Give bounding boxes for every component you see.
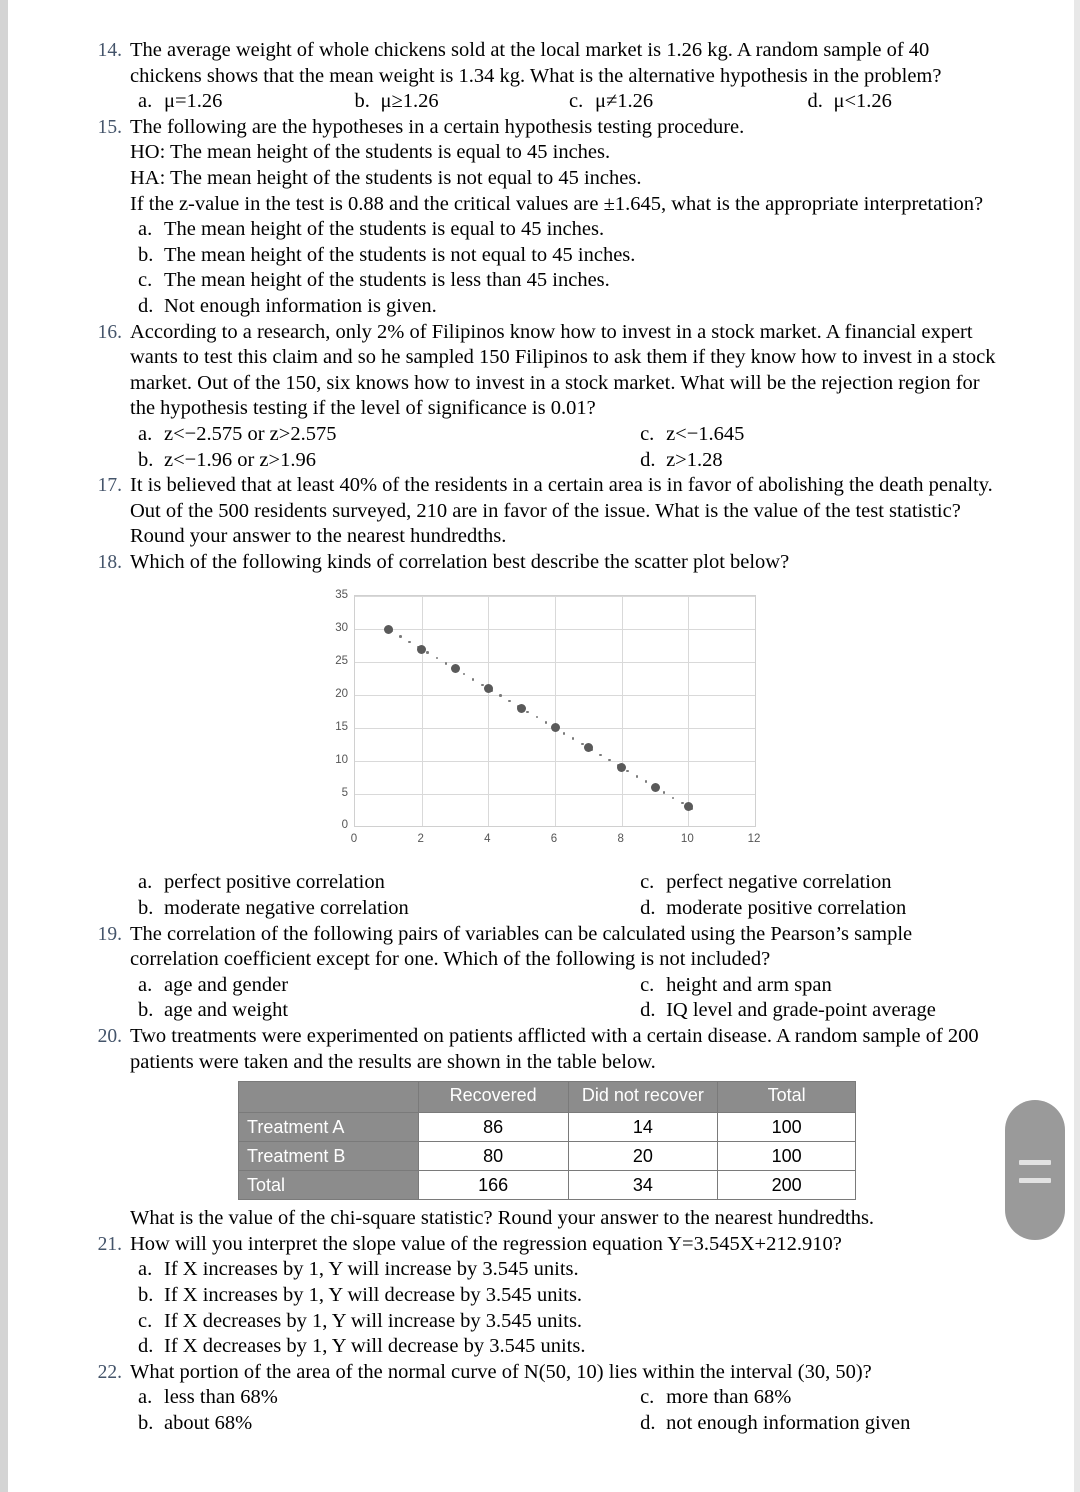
chart-y-tick-label: 15 [335,720,348,733]
option-text: Not enough information is given. [164,294,437,317]
chart-y-tick-label: 20 [335,688,348,701]
option-label: a. [138,422,153,445]
chart-gridline-vertical [422,596,423,826]
option-label: d. [640,1411,656,1434]
question-list-tail [88,1232,998,1437]
option-text: moderate negative correlation [164,897,409,920]
option-label: c. [640,1386,655,1409]
question-16 [88,320,998,474]
option-b[interactable] [130,896,640,922]
chart-data-point [684,802,693,811]
cell-total-did-not-recover: 34 [568,1171,718,1200]
question-text: The average weight of whole chickens sold at the local market is 1.26 kg. A random sample of 40 chickens shows that the mean weight is 1.34 kg. What is the alternative hypothesis in the problem? [130,39,942,87]
chart-data-point [617,763,626,772]
option-text: μ≠1.26 [595,90,654,113]
option-label: b. [138,243,154,266]
option-a[interactable] [130,217,998,243]
option-b[interactable] [130,448,640,474]
option-text: If X increases by 1, Y will increase by 3.545 units. [164,1258,579,1281]
chart-data-point [517,704,526,713]
options [130,870,998,921]
question-number: 21. [97,1233,122,1255]
question-list-continued [88,870,998,1075]
option-label: c. [640,973,655,996]
option-label: b. [138,448,154,471]
question-text: According to a research, only 2% of Filipinos know how to invest in a stock market. A financial expert wants to test this claim and so he sampled 150 Filipinos to ask them if they know how to invest in a stock market. Out of the 150, six knows how to invest in a stock market. What will be the rejection region for the hypothesis testing if the level of significance is 0.01? [130,320,996,420]
option-label: d. [640,897,656,920]
options [130,217,998,319]
option-label: a. [138,973,153,996]
chart-trendline-dot [463,673,466,676]
table-header-row [239,1082,856,1113]
chart-y-tick-label: 10 [335,753,348,766]
chart-data-point [484,684,493,693]
chart-x-tick-label: 0 [350,833,358,846]
option-c[interactable] [130,268,998,294]
chart-data-point [651,783,660,792]
page-right-margin-strip [1074,0,1080,1492]
chart-trendline-dot [581,743,584,746]
option-text: IQ level and grade-point average [666,999,936,1022]
question-number: 17. [97,475,122,497]
handle-line-icon [1019,1178,1051,1183]
chart-y-tick-label: 0 [341,819,348,832]
option-label: d. [138,1335,154,1358]
question-14 [88,38,998,115]
option-label: d. [640,448,656,471]
question-number: 18. [97,551,122,573]
option-a[interactable] [130,1257,998,1283]
page-left-margin-strip [0,0,8,1492]
option-c[interactable] [640,1385,998,1411]
question-text: Which of the following kinds of correlation best describe the scatter plot below? [130,550,790,573]
option-text: The mean height of the students is equal to 45 inches. [164,218,605,241]
option-d[interactable] [130,294,998,320]
chart-trendline-dot [645,780,648,783]
chart-x-tick-label: 6 [550,833,558,846]
chart-data-point [384,625,393,634]
option-label: b. [138,1411,154,1434]
question-20 [88,1024,998,1075]
option-label: b. [354,90,370,113]
option-text: age and weight [164,999,289,1022]
chart-trendline-dot [636,775,639,778]
options [130,1385,998,1436]
chart-trendline-dot [445,662,448,665]
option-text: The mean height of the students is less than 45 inches. [164,269,610,292]
option-text: μ=1.26 [164,90,223,113]
option-label: c. [569,90,584,113]
table-corner-cell [239,1082,419,1113]
option-row [130,870,998,896]
option-text: about 68% [164,1411,253,1434]
option-text: height and arm span [666,973,832,996]
chart-trendline-dot [563,732,566,735]
cell-a-total: 100 [718,1113,856,1142]
question-number: 19. [97,923,122,945]
option-d[interactable] [640,448,998,474]
question-list [88,38,998,575]
option-label: c. [640,871,655,894]
scroll-drag-handle[interactable] [1005,1100,1065,1240]
option-c[interactable] [130,1309,998,1335]
chart-trendline-dot [626,770,629,773]
option-a[interactable] [130,1385,640,1411]
chart-trendline-dot [436,657,439,660]
chart-trendline-dot [481,684,484,687]
table-row [239,1113,856,1142]
option-label: b. [138,1284,154,1306]
chart-gridline-vertical [688,596,689,826]
contingency-table [238,1081,856,1200]
option-row [130,1385,998,1411]
table-row [239,1142,856,1171]
option-text: moderate positive correlation [666,897,907,920]
chart-y-tick-label: 35 [335,589,348,602]
option-b[interactable] [329,89,546,115]
chart-trendline-dot [526,711,529,714]
option-d[interactable] [640,1411,998,1437]
option-b[interactable] [130,243,998,269]
option-label: c. [138,1309,153,1332]
chart-gridline-vertical [488,596,489,826]
chart-trendline-dot [508,700,511,703]
option-text: If X decreases by 1, Y will decrease by 3.545 units. [164,1335,586,1358]
option-b[interactable] [130,1283,998,1309]
cell-a-did-not-recover: 14 [568,1113,718,1142]
option-label: d. [807,90,823,113]
option-label: a. [138,90,153,113]
chart-data-point [584,743,593,752]
row-header-treatment-b: Treatment B [239,1142,419,1171]
chart-trendline-dot [572,737,575,740]
chart-trendline-dot [545,721,548,724]
question-text: What portion of the area of the normal curve of N(50, 10) lies within the interval (30, 50)? [130,1360,872,1383]
option-row [130,448,998,474]
chart-x-tick-label: 4 [484,833,491,846]
option-a[interactable] [130,870,640,896]
option-row [130,973,998,999]
chart-x-tick-label: 2 [417,833,424,846]
question-20-tail-text: What is the value of the chi-square statistic? Round your answer to the nearest hundredths. [130,1207,875,1230]
chart-y-tick-label: 25 [335,655,348,668]
option-d[interactable] [640,998,998,1024]
question-17 [88,473,998,550]
option-label: c. [640,422,655,445]
cell-total-recovered: 166 [418,1171,568,1200]
contingency-table-wrap [238,1081,998,1200]
option-text: age and gender [164,973,289,996]
chart-y-tick-label: 30 [335,622,348,635]
cell-b-total: 100 [718,1142,856,1171]
option-c[interactable] [640,973,998,999]
cell-b-recovered: 80 [418,1142,568,1171]
question-15 [88,115,998,320]
cell-grand-total: 200 [718,1171,856,1200]
question-text: The following are the hypotheses in a certain hypothesis testing procedure. [130,115,745,138]
options [130,1257,998,1359]
chart-trendline-dot [408,641,411,644]
question-prompt-line: If the z-value in the test is 0.88 and the critical values are ±1.645, what is the appropriate interpretation? [130,192,984,215]
chart-y-tick-label: 5 [341,786,348,799]
question-number: 15. [97,116,122,138]
question-21 [88,1232,998,1360]
chart-data-point [451,664,460,673]
cell-b-did-not-recover: 20 [568,1142,718,1171]
chart-trendline-dot [426,651,429,654]
option-d[interactable] [760,89,999,115]
handle-line-icon [1019,1160,1051,1165]
option-label: b. [138,999,154,1022]
question-number: 20. [97,1026,122,1048]
hypothesis-null-line: HO: The mean height of the students is equal to 45 inches. [130,141,611,164]
chart-data-point [417,645,426,654]
question-number: 22. [97,1361,122,1383]
option-text: If X increases by 1, Y will decrease by 3.545 units. [164,1284,583,1306]
option-label: a. [138,218,153,241]
option-text: less than 68% [164,1386,278,1409]
option-a[interactable] [130,89,329,115]
column-header-total: Total [718,1082,856,1113]
option-row [130,422,998,448]
chart-plot-area [354,595,756,827]
option-label: d. [138,294,154,317]
option-text: not enough information given [666,1411,911,1434]
option-text: perfect negative correlation [666,871,892,894]
chart-gridline-vertical [622,596,623,826]
option-row [130,89,998,115]
option-a[interactable] [130,422,640,448]
column-header-recovered: Recovered [418,1082,568,1113]
chart-trendline-dot [672,797,675,800]
option-c[interactable] [640,870,998,896]
table-row [239,1171,856,1200]
option-c[interactable] [640,422,998,448]
chart-x-tick-label: 12 [747,833,761,846]
question-text: The correlation of the following pairs of variables can be calculated using the Pearson’s sample correlation coefficient except for one. Which of the following is not included? [130,922,913,971]
option-text: z>1.28 [666,448,723,471]
option-b[interactable] [130,1411,640,1437]
question-text: How will you interpret the slope value of the regression equation Y=3.545X+212.910? [130,1232,842,1255]
question-number: 16. [97,321,122,343]
question-19 [88,922,998,1024]
options [130,89,998,115]
option-text: μ≥1.26 [380,90,439,113]
option-text: If X decreases by 1, Y will increase by 3.545 units. [164,1309,583,1332]
question-text: It is believed that at least 40% of the residents in a certain area is in favor of abolishing the death penalty. Out of the 500 residents surveyed, 210 are in favor of the issue. What is the value of the test statistic? Round your answer to the nearest hundredths. [130,474,993,548]
option-text: perfect positive correlation [164,871,385,894]
chart-trendline-dot [472,678,475,681]
option-label: b. [138,897,154,920]
chart-gridline-vertical [555,596,556,826]
option-row [130,1411,998,1437]
chart-x-tick-label: 8 [617,833,624,846]
row-header-treatment-a: Treatment A [239,1113,419,1142]
question-22 [88,1360,998,1437]
scatter-plot-chart [306,581,766,866]
option-label: c. [138,269,153,292]
option-text: z<−1.645 [666,422,745,445]
cell-a-recovered: 86 [418,1113,568,1142]
option-label: a. [138,1258,153,1281]
question-18 [88,550,998,576]
option-label: a. [138,871,153,894]
exam-sheet [88,38,998,1437]
option-d[interactable] [130,1334,998,1360]
question-18-options [88,870,998,921]
option-a[interactable] [130,973,640,999]
question-number: 14. [97,40,122,61]
chart-trendline-dot [399,635,402,638]
question-text: Two treatments were experimented on patients afflicted with a certain disease. A random sample of 200 patients were taken and the results are shown in the table below. [130,1025,979,1073]
option-row [130,998,998,1024]
option-text: z<−2.575 or z>2.575 [164,422,337,445]
chart-trendline-dot [663,791,666,794]
option-c[interactable] [545,89,760,115]
option-b[interactable] [130,998,640,1024]
chart-data-point [551,723,560,732]
chart-x-tick-label: 10 [680,833,694,846]
option-label: d. [640,999,656,1022]
chart-trendline-dot [499,694,502,697]
chart-trendline-dot [681,802,684,805]
option-d[interactable] [640,896,998,922]
option-text: μ<1.26 [833,90,892,113]
option-text: The mean height of the students is not equal to 45 inches. [164,243,636,266]
chart-trendline-dot [536,716,539,719]
option-row [130,896,998,922]
row-header-total: Total [239,1171,419,1200]
option-text: z<−1.96 or z>1.96 [164,448,316,471]
column-header-did-not-recover: Did not recover [568,1082,718,1113]
options [130,422,998,473]
options [130,973,998,1024]
hypothesis-alt-line: HA: The mean height of the students is not equal to 45 inches. [130,166,642,189]
chart-trendline-dot [599,754,602,757]
option-label: a. [138,1386,153,1409]
option-text: more than 68% [666,1386,792,1409]
